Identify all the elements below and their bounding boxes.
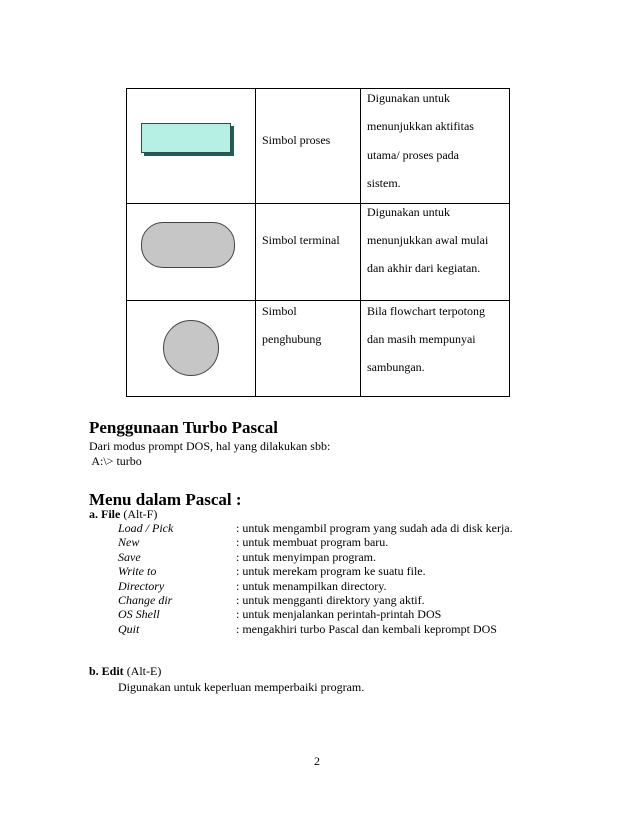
symbol-name: Simbol proses <box>262 133 331 147</box>
menu-item-key: Change dir <box>118 592 173 607</box>
table-row <box>127 89 510 204</box>
symbol-name: penghubung <box>262 332 322 346</box>
flowchart-symbol-table <box>126 88 510 397</box>
symbol-name: Simbol terminal <box>262 233 340 247</box>
symbol-name-cell <box>256 301 361 397</box>
turbo-pascal-heading: Penggunaan Turbo Pascal <box>89 418 278 437</box>
menu-item-desc: : untuk menjalankan perintah-printah DOS <box>236 607 442 622</box>
menu-item-key: Load / Pick <box>118 521 174 535</box>
menu-item-desc: : untuk merekam program ke suatu file. <box>236 564 426 579</box>
edit-menu-shortcut: (Alt-E) <box>123 664 162 678</box>
symbol-desc-line: menunjukkan awal mulai <box>367 233 489 247</box>
symbol-desc-line: sistem. <box>367 176 401 190</box>
symbol-name-cell <box>256 89 361 204</box>
page-number: 2 <box>314 754 320 768</box>
symbol-shape-cell <box>127 301 256 397</box>
table-row <box>127 204 510 301</box>
menu-heading: Menu dalam Pascal : <box>89 490 242 509</box>
file-menu-title <box>89 507 157 522</box>
edit-menu-description: Digunakan untuk keperluan memperbaiki program. <box>118 680 365 694</box>
symbol-desc-line: sambungan. <box>367 360 425 374</box>
connector-symbol-shape <box>163 320 219 376</box>
symbol-shape-cell <box>127 89 256 204</box>
symbol-desc-line: Digunakan untuk <box>367 205 450 219</box>
symbol-desc-line: dan masih mempunyai <box>367 332 476 346</box>
menu-item-key: New <box>118 535 140 550</box>
symbol-desc-line: Bila flowchart terpotong <box>367 304 485 318</box>
symbol-desc-line: dan akhir dari kegiatan. <box>367 261 481 275</box>
symbol-desc-cell <box>361 301 510 397</box>
menu-item-desc: : untuk mengganti direktory yang aktif. <box>236 592 425 607</box>
menu-item-desc: : untuk menampilkan directory. <box>236 578 387 593</box>
process-symbol-shape <box>141 123 231 153</box>
menu-item-desc: : mengakhiri turbo Pascal dan kembali keprompt DOS <box>236 621 497 636</box>
menu-item-desc: : untuk membuat program baru. <box>236 535 389 550</box>
menu-item-key: Quit <box>118 621 140 636</box>
menu-item-key: Save <box>118 549 141 564</box>
menu-item-key: Directory <box>118 578 165 593</box>
edit-menu-label: b. Edit <box>89 664 124 678</box>
menu-item-key: Write to <box>118 564 157 579</box>
turbo-instruction-text: Dari modus prompt DOS, hal yang dilakukan sbb: <box>89 439 331 453</box>
edit-menu-title <box>89 664 161 679</box>
file-menu-label: a. File <box>89 507 121 521</box>
menu-item-desc: : untuk menyimpan program. <box>236 549 376 564</box>
symbol-shape-cell <box>127 204 256 301</box>
terminal-symbol-shape <box>141 222 235 268</box>
symbol-name-cell <box>256 204 361 301</box>
symbol-desc-line: menunjukkan aktifitas <box>367 119 474 133</box>
symbol-desc-line: Digunakan untuk <box>367 91 450 105</box>
menu-item-key: OS Shell <box>118 607 160 622</box>
turbo-command-text: A:\> turbo <box>89 454 142 468</box>
file-menu-shortcut: (Alt-F) <box>120 507 158 521</box>
table-row <box>127 301 510 397</box>
symbol-desc-cell <box>361 89 510 204</box>
symbol-desc-line: utama/ proses pada <box>367 148 459 162</box>
symbol-desc-cell <box>361 204 510 301</box>
symbol-name: Simbol <box>262 304 297 318</box>
menu-item-desc: : untuk mengambil program yang sudah ada di disk kerja. <box>236 521 513 535</box>
